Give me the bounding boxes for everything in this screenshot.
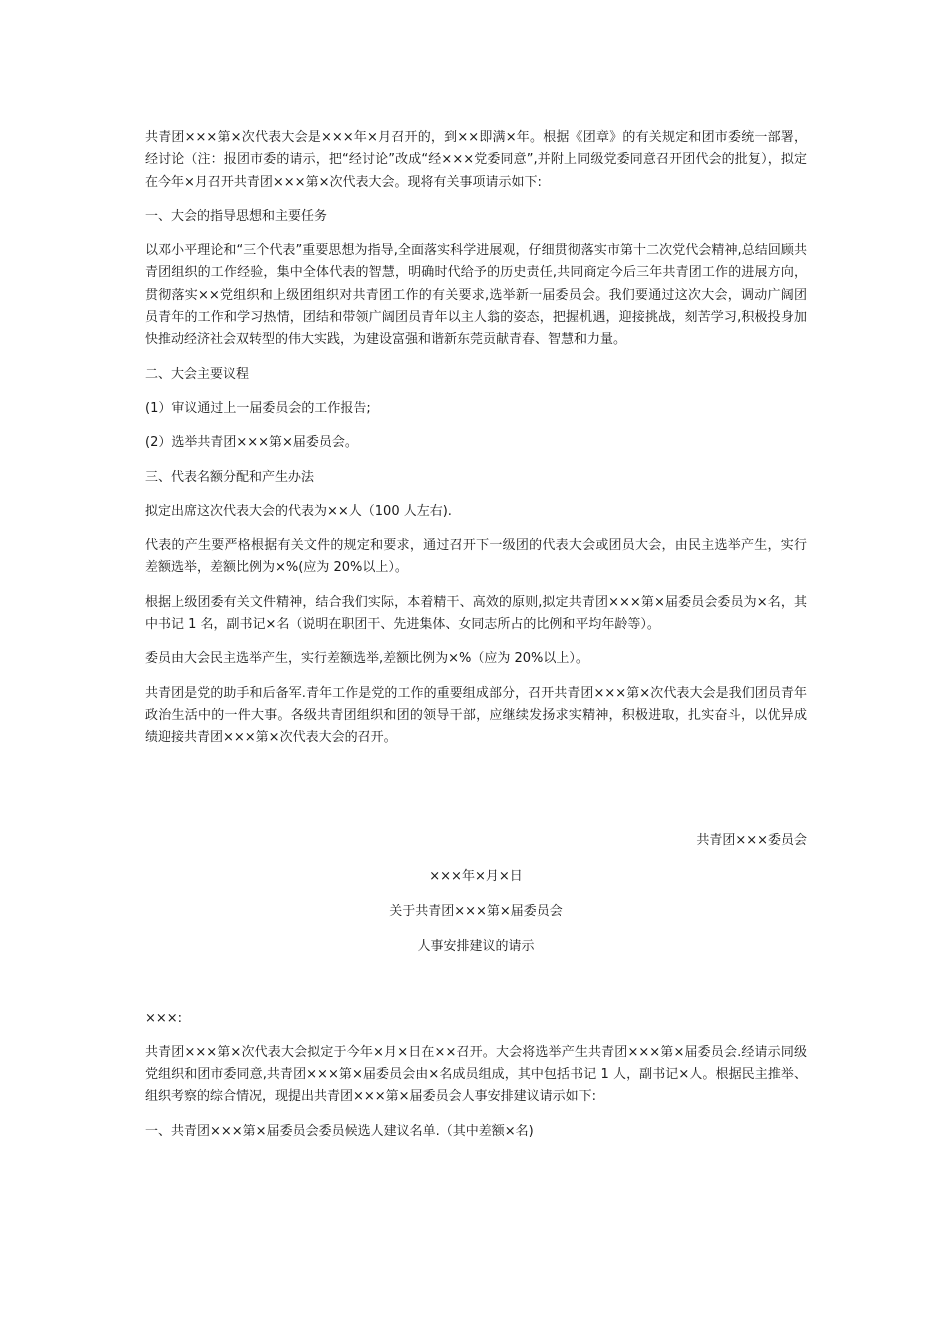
signature: 共青团×××委员会 xyxy=(696,832,807,848)
section1-body: 以邓小平理论和“三个代表”重要思想为指导,全面落实科学进展观，仔细贯彻落实市第十二次党代会精神,总结回顾共青团组织的工作经验，集中全体代表的智慧，明确时代给予的历史责任,共同商定今后三年共青团工作的进展方向，贯彻落实××党组织和上级团组织对共青团工作的有关要求,选举新一届委员会。我们要通过这次大会，调动广阔团员青年的工作和学习热情，团结和带领广阔团员青年以主人翁的姿态，把握机遇，迎接挑战，刻苦学习,积极投身加快推动经济社会双转型的伟大实践，为建设富强和谐新东莞贡献青春、智慧和力量。 xyxy=(145,243,807,348)
date: ×××年×月×日 xyxy=(429,868,523,884)
request-title-line1: 关于共青团×××第×届委员会 xyxy=(389,903,563,919)
request-body: 共青团×××第×次代表大会拟定于今年×月×日在××召开。大会将选举产生共青团×××第×届委员会.经请示同级党组织和团市委同意,共青团×××第×届委员会由×名成员组成，其中包括书记 1 人，副书记×人。根据民主推举、组织考察的综合情况，现提出共青团×××第×届委员会人事安排建议请示如下: xyxy=(145,1044,807,1105)
section3-heading: 三、代表名额分配和产生办法 xyxy=(145,469,315,485)
intro-paragraph: 共青团×××第×次代表大会是×××年×月召开的，到××即满×年。根据《团章》的有关规定和团市委统一部署，经讨论（注：报团市委的请示，把“经讨论”改成“经×××党委同意”,并附上同级党委同意召开团代会的批复），拟定在今年×月召开共青团×××第×次代表大会。现将有关事项请示如下: xyxy=(145,130,807,190)
section1-heading: 一、大会的指导思想和主要任务 xyxy=(145,208,328,224)
document-page xyxy=(145,127,807,1155)
section2-heading: 二、大会主要议程 xyxy=(145,366,250,382)
salutation: ×××: xyxy=(145,1010,183,1026)
agenda-item-1: (1）审议通过上一届委员会的工作报告; xyxy=(145,400,371,416)
request-title-line2: 人事安排建议的请示 xyxy=(417,938,535,954)
request-item-1: 一、共青团×××第×届委员会委员候选人建议名单.（其中差额×名) xyxy=(145,1123,534,1139)
closing-paragraph: 共青团是党的助手和后备军.青年工作是党的工作的重要组成部分，召开共青团×××第×次代表大会是我们团员青年政治生活中的一件大事。各级共青团组织和团的领导干部，应继续发扬求实精神，积极进取，扎实奋斗，以优异成绩迎接共青团×××第×次代表大会的召开。 xyxy=(145,685,807,746)
section3-paragraph-2: 代表的产生要严格根据有关文件的规定和要求，通过召开下一级团的代表大会或团员大会，由民主选举产生，实行差额选举，差额比例为×%(应为 20%以上）。 xyxy=(145,538,807,576)
section3-paragraph-1: 拟定出席这次代表大会的代表为××人（100 人左右). xyxy=(145,503,452,519)
agenda-item-2: (2）选举共青团×××第×届委员会。 xyxy=(145,435,358,451)
section3-paragraph-3: 根据上级团委有关文件精神，结合我们实际，本着精干、高效的原则,拟定共青团×××第×届委员会委员为×名，其中书记 1 名，副书记×名（说明在职团干、先进集体、女同志所占的比例和平均年龄等）。 xyxy=(145,594,807,633)
section3-paragraph-4: 委员由大会民主选举产生，实行差额选举,差额比例为×%（应为 20%以上）。 xyxy=(145,651,589,667)
